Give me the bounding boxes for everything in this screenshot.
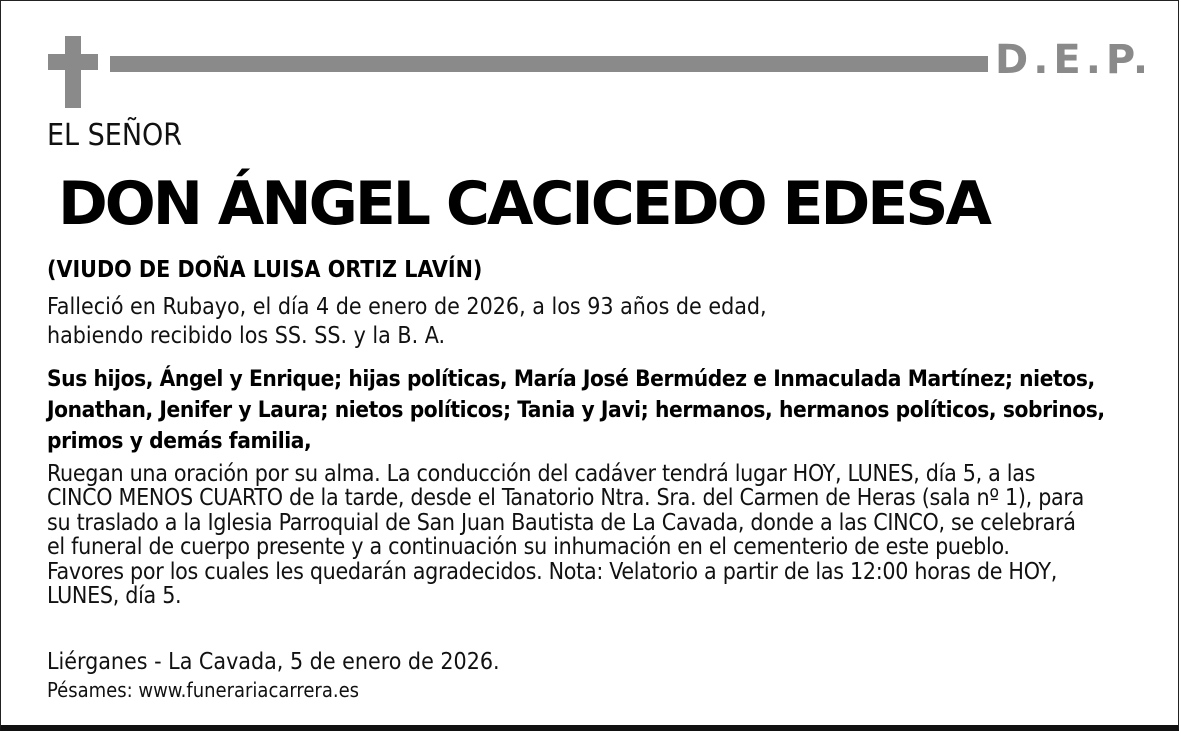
family-line: primos y demás familia,: [47, 428, 312, 454]
family-list: [47, 364, 1157, 457]
funeral-line: su traslado a la Iglesia Parroquial de San Juan Bautista de La Cavada, donde a las CINCO, se celebrará: [47, 509, 1076, 536]
dep-label: D.E.P.: [995, 37, 1154, 83]
header-rule: [110, 56, 988, 72]
funeral-line: LUNES, día 5.: [47, 583, 182, 610]
widower-of: (VIUDO DE DOÑA LUISA ORTIZ LAVÍN): [47, 257, 483, 283]
family-line: Jonathan, Jenifer y Laura; nietos políticos; Tania y Javi; hermanos, hermanos políticos, sobrinos,: [47, 397, 1105, 423]
death-details: [47, 293, 1157, 351]
deceased-name: DON ÁNGEL CACICEDO EDESA: [58, 169, 989, 239]
funeral-details: [47, 462, 1157, 608]
funeral-line: Ruegan una oración por su alma. La conducción del cadáver tendrá lugar HOY, LUNES, día 5, a las: [47, 461, 1036, 487]
funeral-line: Favores por los cuales les quedarán agradecidos. Nota: Velatorio a partir de las 12:00 horas de HOY,: [47, 558, 1058, 585]
cross-icon: [65, 36, 81, 108]
funeral-line: CINCO MENOS CUARTO de la tarde, desde el Tanatorio Ntra. Sra. del Carmen de Heras (sala nº 1), para: [47, 485, 1085, 512]
death-line: habiendo recibido los SS. SS. y la B. A.: [47, 323, 446, 349]
place-date: Liérganes - La Cavada, 5 de enero de 2026.: [47, 649, 500, 675]
funeral-line: el funeral de cuerpo presente y a continuación su inhumación en el cementerio de este pueblo.: [47, 534, 1010, 561]
condolences-link: Pésames: www.funerariacarrera.es: [47, 678, 360, 702]
death-line: Falleció en Rubayo, el día 4 de enero de 2026, a los 93 años de edad,: [47, 294, 767, 320]
family-line: Sus hijos, Ángel y Enrique; hijas políticas, María José Bermúdez e Inmaculada Martínez; nietos,: [47, 366, 1095, 392]
cross-icon-bar: [48, 54, 98, 70]
notice-title: EL SEÑOR: [47, 118, 183, 153]
